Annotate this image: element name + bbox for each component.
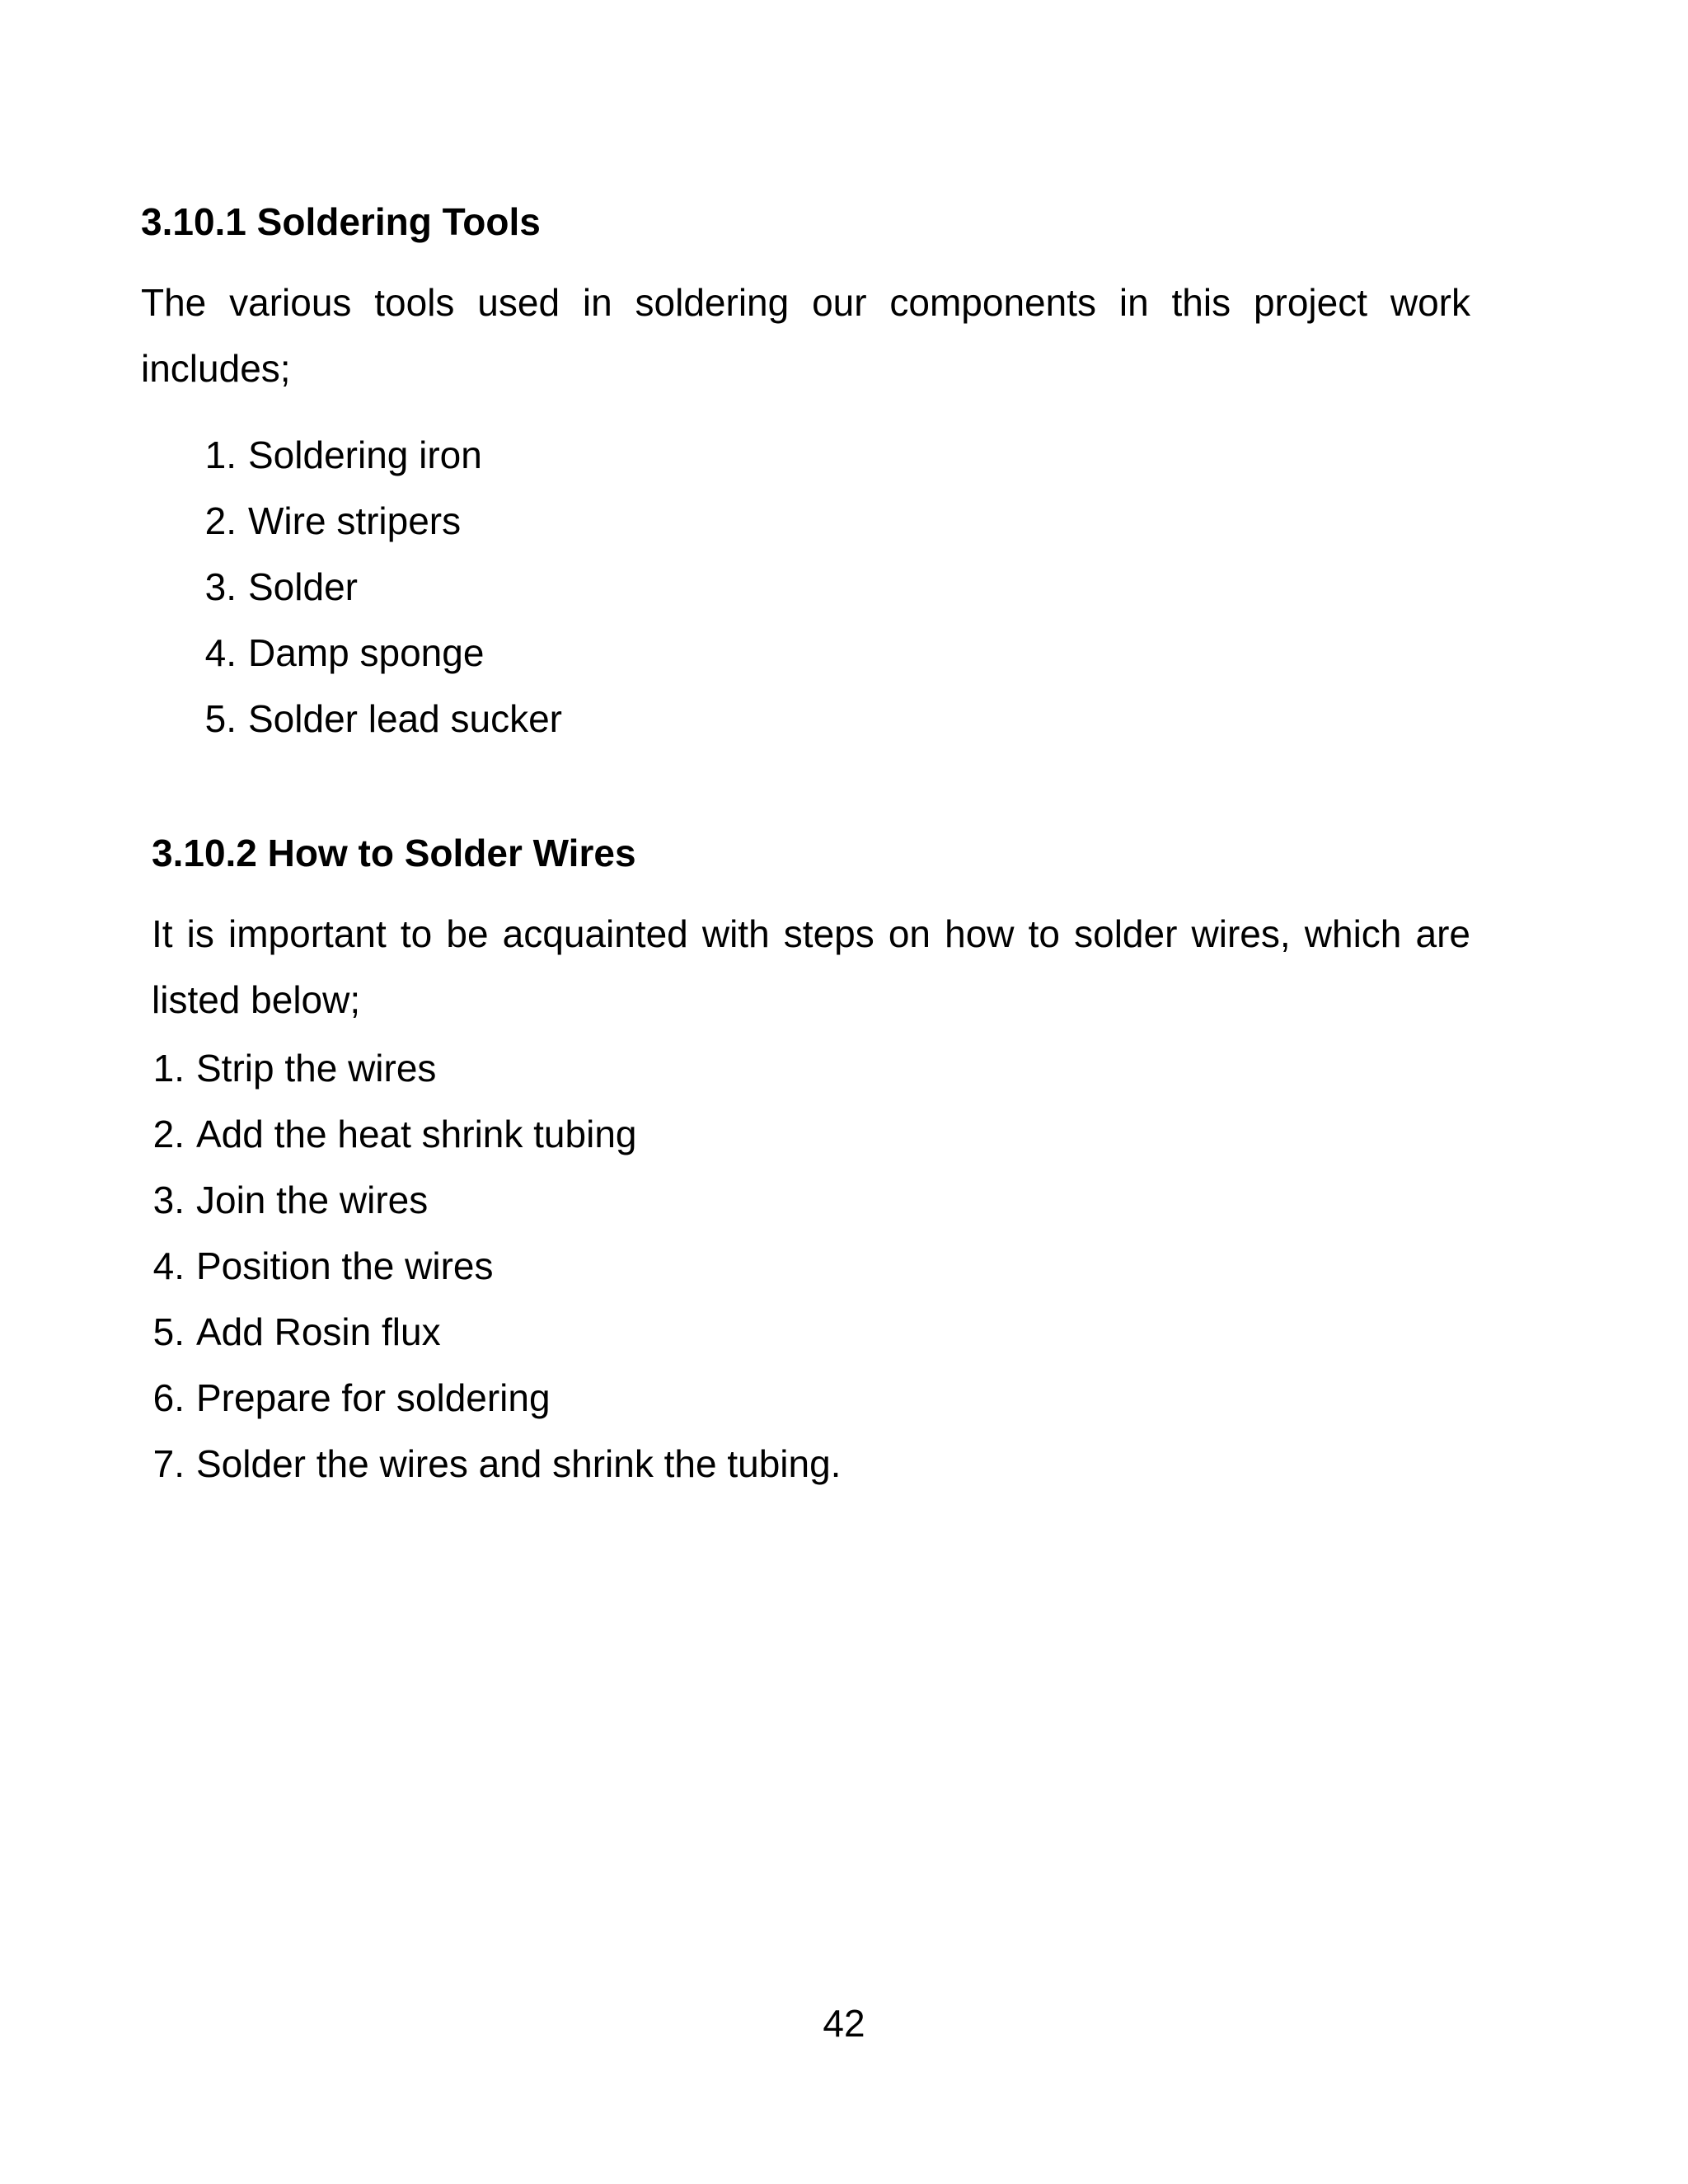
list-item <box>152 1431 841 1497</box>
list-item <box>141 620 562 686</box>
list-item-text: Strip the wires <box>196 1047 437 1090</box>
list-item-number: 6. <box>152 1376 185 1419</box>
list-item-text: Damp sponge <box>248 631 485 674</box>
list-item-text: Add the heat shrink tubing <box>196 1113 637 1155</box>
list-item-text: Soldering iron <box>248 434 482 476</box>
list-item <box>141 422 562 488</box>
list-item <box>141 488 562 554</box>
soldering-steps-list <box>152 1035 841 1497</box>
list-item-text: Solder the wires and shrink the tubing. <box>196 1442 842 1485</box>
section-heading-soldering-tools: 3.10.1 Soldering Tools <box>141 200 541 243</box>
list-item <box>152 1365 841 1431</box>
list-item-text: Solder lead sucker <box>248 697 562 740</box>
section-heading-how-to-solder-wires: 3.10.2 How to Solder Wires <box>152 832 636 874</box>
list-item <box>152 1035 841 1101</box>
list-item-number: 2. <box>152 1113 185 1155</box>
list-item <box>152 1167 841 1233</box>
list-item-text: Prepare for soldering <box>196 1376 551 1419</box>
list-item-text: Solder <box>248 565 358 608</box>
list-item-text: Wire stripers <box>248 499 462 542</box>
list-item-number: 5. <box>152 1310 185 1353</box>
section-intro-soldering-tools: The various tools used in soldering our components in this project work includes; <box>141 281 1470 390</box>
list-item-number: 1. <box>152 1047 185 1090</box>
list-item-number: 3. <box>152 1179 185 1221</box>
list-item <box>141 686 562 752</box>
list-item-number: 1. <box>204 434 237 476</box>
list-item-number: 2. <box>204 499 237 542</box>
list-item-number: 3. <box>204 565 237 608</box>
list-item <box>141 554 562 620</box>
list-item-number: 4. <box>152 1244 185 1287</box>
list-item-number: 5. <box>204 697 237 740</box>
section-intro-how-to-solder-wires: It is important to be acquainted with steps on how to solder wires, which are listed below; <box>152 912 1470 1021</box>
page-number: 42 <box>823 2002 865 2045</box>
list-item <box>152 1233 841 1299</box>
list-item-text: Add Rosin flux <box>196 1310 441 1353</box>
list-item-text: Join the wires <box>196 1179 429 1221</box>
list-item-number: 4. <box>204 631 237 674</box>
list-item-text: Position the wires <box>196 1244 494 1287</box>
list-item <box>152 1299 841 1365</box>
list-item-number: 7. <box>152 1442 185 1485</box>
soldering-tools-list <box>141 422 562 752</box>
list-item <box>152 1101 841 1167</box>
